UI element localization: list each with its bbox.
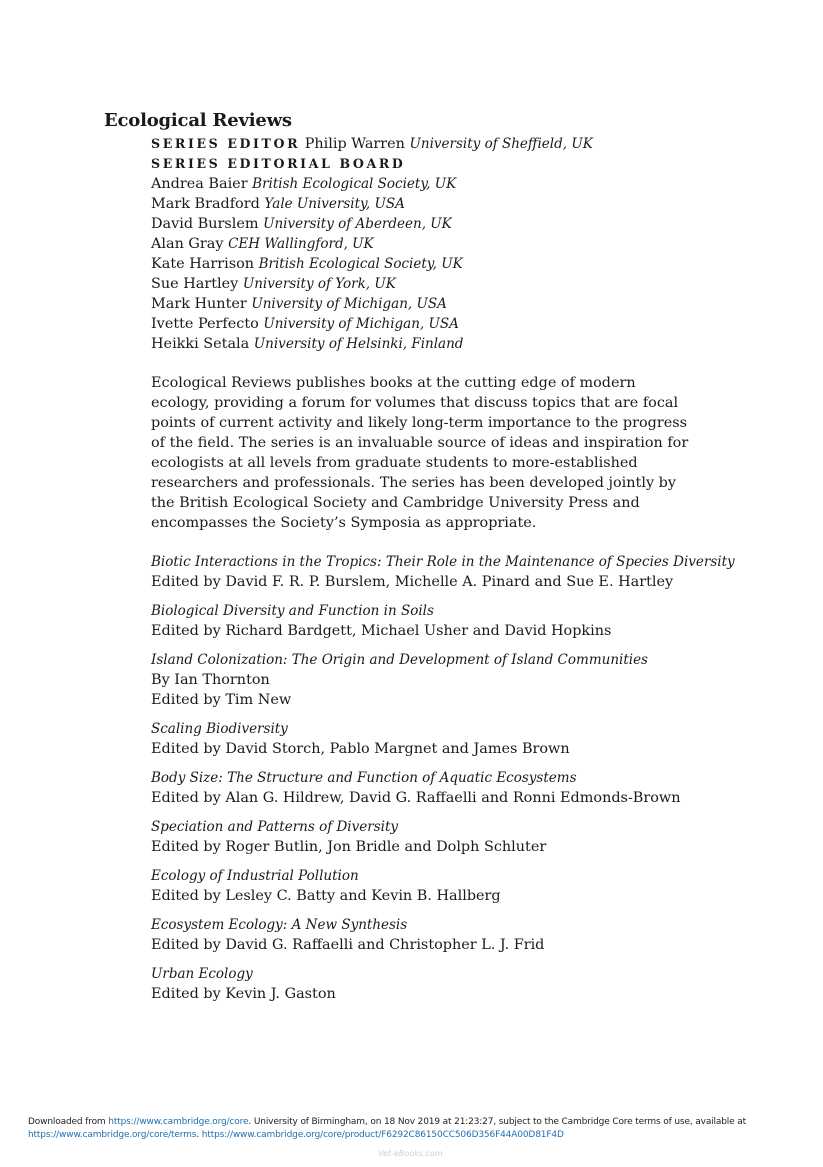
series-description-text: Ecological Reviews publishes books at the cutting edge of modern ecology, providing a forum for volumes that discuss topics that are focal points of current activity and likely long-term importance to the progress of the field. The series is an invaluable source of ideas and inspiration for ecologists at all levels from graduate students to more-established researchers and professionals. The series has been developed jointly by the British Ecological Society and Cambridge University Press and encompasses the Society’s Symposia as appropriate. (151, 375, 689, 531)
board-member-affiliation: CEH Wallingford, UK (228, 236, 374, 252)
board-member-name: Ivette Perfecto (151, 316, 259, 332)
book-title: Island Colonization: The Origin and Development of Island Communities (151, 652, 648, 668)
board-member-name: Andrea Baier (151, 176, 248, 192)
book-title: Body Size: The Structure and Function of Aquatic Ecosystems (151, 770, 577, 786)
book-credit: Edited by Lesley C. Batty and Kevin B. Hallberg (151, 888, 501, 904)
download-footer (28, 1116, 818, 1142)
editorial-board-heading: SERIES EDITORIAL BOARD (151, 156, 406, 171)
series-editor-name: Philip Warren (304, 136, 405, 152)
board-member (151, 334, 691, 354)
board-member-affiliation: British Ecological Society, UK (258, 256, 463, 272)
board-member (151, 294, 691, 314)
book-entry (151, 553, 735, 592)
book-title: Ecology of Industrial Pollution (151, 868, 359, 884)
board-member-name: Alan Gray (151, 236, 224, 252)
board-member-affiliation: British Ecological Society, UK (252, 176, 457, 192)
book-entry (151, 769, 711, 808)
board-member-affiliation: University of York, UK (242, 276, 396, 292)
book-entry (151, 867, 711, 906)
book-credit: By Ian Thornton (151, 672, 270, 688)
board-member-affiliation: University of Michigan, USA (251, 296, 447, 312)
book-title: Biological Diversity and Function in Soils (151, 603, 434, 619)
book-credit: Edited by Kevin J. Gaston (151, 986, 336, 1002)
board-member-affiliation: Yale University, USA (264, 196, 405, 212)
footer-prefix: Downloaded from (28, 1117, 109, 1127)
book-list (151, 553, 735, 1014)
book-title: Urban Ecology (151, 966, 253, 982)
board-member-name: Sue Hartley (151, 276, 239, 292)
book-credit: Edited by David G. Raffaelli and Christopher L. J. Frid (151, 937, 545, 953)
board-member-affiliation: University of Michigan, USA (263, 316, 459, 332)
book-title: Ecosystem Ecology: A New Synthesis (151, 917, 408, 933)
book-credit: Edited by Alan G. Hildrew, David G. Raffaelli and Ronni Edmonds-Brown (151, 790, 681, 806)
board-member (151, 314, 691, 334)
footer-separator: . (196, 1130, 202, 1140)
series-editor-block (151, 134, 691, 354)
watermark-logo: Vet-eBooks.com (378, 1149, 443, 1158)
book-title: Speciation and Patterns of Diversity (151, 819, 398, 835)
series-editor-heading: SERIES EDITOR (151, 136, 301, 151)
series-description (151, 373, 691, 533)
cambridge-core-link[interactable]: https://www.cambridge.org/core (108, 1117, 249, 1127)
board-member (151, 234, 691, 254)
series-editor-line (151, 134, 691, 154)
book-title: Biotic Interactions in the Tropics: Their Role in the Maintenance of Species Diversity (151, 554, 735, 570)
book-entry (151, 720, 711, 759)
book-credit: Edited by David F. R. P. Burslem, Michelle A. Pinard and Sue E. Hartley (151, 574, 674, 590)
editorial-board-list (151, 174, 691, 354)
footer-middle: . University of Birmingham, on 18 Nov 2019 at 21:23:27, subject to the Cambridge Core terms of use, available at (248, 1117, 746, 1127)
book-entry (151, 965, 711, 1004)
book-entry (151, 651, 711, 710)
series-title: Ecological Reviews (104, 110, 292, 131)
book-entry (151, 916, 711, 955)
series-editor-affiliation: University of Sheffield, UK (409, 136, 593, 152)
board-member (151, 194, 691, 214)
board-member (151, 254, 691, 274)
board-member-name: Mark Bradford (151, 196, 260, 212)
board-member-name: David Burslem (151, 216, 259, 232)
board-member-affiliation: University of Helsinki, Finland (253, 336, 464, 352)
book-credit: Edited by Roger Butlin, Jon Bridle and Dolph Schluter (151, 839, 547, 855)
book-entry (151, 818, 711, 857)
book-credit: Edited by Tim New (151, 692, 292, 708)
board-member-name: Kate Harrison (151, 256, 255, 272)
board-member (151, 174, 691, 194)
book-credit: Edited by Richard Bardgett, Michael Usher and David Hopkins (151, 623, 612, 639)
board-member-name: Mark Hunter (151, 296, 247, 312)
core-terms-link[interactable]: https://www.cambridge.org/core/terms (28, 1130, 197, 1140)
book-title: Scaling Biodiversity (151, 721, 288, 737)
book-entry (151, 602, 711, 641)
board-member-affiliation: University of Aberdeen, UK (263, 216, 452, 232)
board-member (151, 214, 691, 234)
board-member (151, 274, 691, 294)
board-member-name: Heikki Setala (151, 336, 250, 352)
book-credit: Edited by David Storch, Pablo Margnet and James Brown (151, 741, 570, 757)
product-link[interactable]: https://www.cambridge.org/core/product/F6292C86150CC506D356F44A00D81F4D (201, 1130, 564, 1140)
